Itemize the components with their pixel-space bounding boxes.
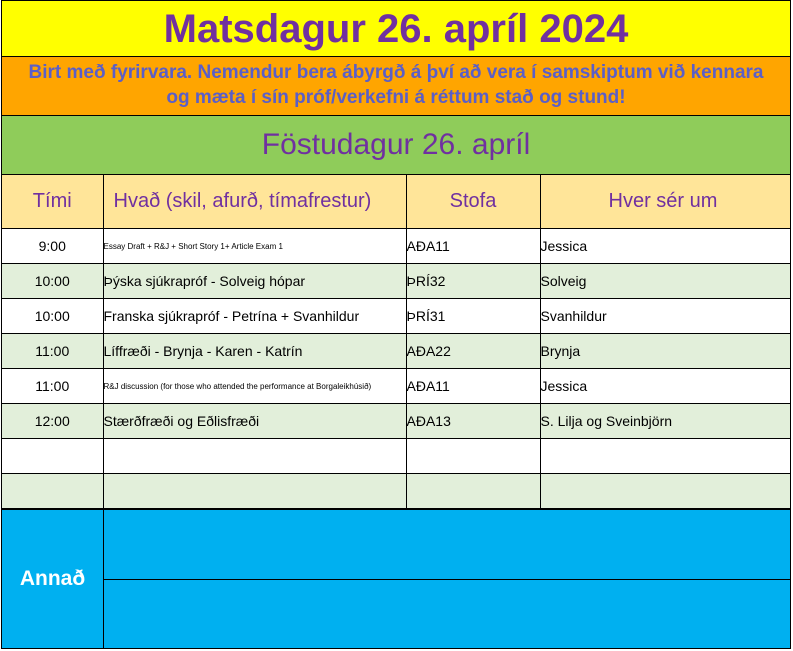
cell-what[interactable]: Líffræði - Brynja - Karen - Katrín xyxy=(103,334,406,369)
cell-room[interactable]: AÐA11 xyxy=(406,369,540,404)
empty-cell[interactable] xyxy=(2,439,103,474)
column-header-responsible: Hver sér um xyxy=(540,175,790,229)
cell-time[interactable]: 11:00 xyxy=(2,334,103,369)
cell-room[interactable]: AÐA13 xyxy=(406,404,540,439)
notice-banner xyxy=(2,57,790,116)
cell-room[interactable]: ÞRÍ32 xyxy=(406,264,540,299)
empty-cell[interactable] xyxy=(406,474,540,509)
table-row[interactable] xyxy=(2,229,790,264)
cell-responsible[interactable]: Solveig xyxy=(540,264,790,299)
table-header-row xyxy=(2,175,790,229)
other-section xyxy=(2,509,790,648)
cell-what[interactable]: R&J discussion (for those who attended the performance at Borgaleikhúsið) xyxy=(103,369,406,404)
cell-responsible[interactable]: S. Lilja og Sveinbjörn xyxy=(540,404,790,439)
table-row[interactable] xyxy=(2,334,790,369)
title-banner xyxy=(2,1,790,57)
other-cells xyxy=(104,510,790,648)
cell-time[interactable]: 10:00 xyxy=(2,264,103,299)
page-title: Matsdagur 26. apríl 2024 xyxy=(163,6,629,51)
cell-room[interactable]: AÐA22 xyxy=(406,334,540,369)
empty-cell[interactable] xyxy=(406,439,540,474)
cell-responsible[interactable]: Brynja xyxy=(540,334,790,369)
empty-cell[interactable] xyxy=(103,439,406,474)
day-heading: Föstudagur 26. apríl xyxy=(261,128,531,161)
cell-responsible[interactable]: Svanhildur xyxy=(540,299,790,334)
schedule-sheet xyxy=(1,0,791,649)
other-label-cell xyxy=(2,510,104,648)
notice-text xyxy=(21,61,772,110)
notice-line-2: og mæta í sín próf/verkefni á réttum stað og stund! xyxy=(166,87,626,108)
table-row[interactable] xyxy=(2,369,790,404)
table-row[interactable] xyxy=(2,264,790,299)
cell-responsible[interactable]: Jessica xyxy=(540,369,790,404)
cell-responsible[interactable]: Jessica xyxy=(540,229,790,264)
cell-room[interactable]: ÞRÍ31 xyxy=(406,299,540,334)
other-label: Annað xyxy=(19,567,86,590)
cell-time[interactable]: 9:00 xyxy=(2,229,103,264)
table-row[interactable] xyxy=(2,299,790,334)
cell-what[interactable]: Essay Draft + R&J + Short Story 1+ Article Exam 1 xyxy=(103,229,406,264)
other-cell-top[interactable] xyxy=(104,510,790,580)
notice-line-1: Birt með fyrirvara. Nemendur bera ábyrgð á því að vera í samskiptum við kennara xyxy=(28,62,764,84)
cell-room[interactable]: AÐA11 xyxy=(406,229,540,264)
empty-row[interactable] xyxy=(2,474,790,509)
cell-what[interactable]: Stærðfræði og Eðlisfræði xyxy=(103,404,406,439)
table-row[interactable] xyxy=(2,404,790,439)
column-header-time: Tími xyxy=(2,175,103,229)
empty-cell[interactable] xyxy=(103,474,406,509)
day-banner xyxy=(2,116,790,175)
cell-time[interactable]: 11:00 xyxy=(2,369,103,404)
empty-cell[interactable] xyxy=(540,474,790,509)
empty-row[interactable] xyxy=(2,439,790,474)
column-header-what: Hvað (skil, afurð, tímafrestur) xyxy=(103,175,406,229)
cell-time[interactable]: 10:00 xyxy=(2,299,103,334)
cell-what[interactable]: Franska sjúkrapróf - Petrína + Svanhildur xyxy=(103,299,406,334)
other-cell-bottom[interactable] xyxy=(104,580,790,649)
empty-cell[interactable] xyxy=(2,474,103,509)
empty-cell[interactable] xyxy=(540,439,790,474)
column-header-room: Stofa xyxy=(406,175,540,229)
schedule-table xyxy=(2,175,790,509)
cell-time[interactable]: 12:00 xyxy=(2,404,103,439)
cell-what[interactable]: Þýska sjúkrapróf - Solveig hópar xyxy=(103,264,406,299)
